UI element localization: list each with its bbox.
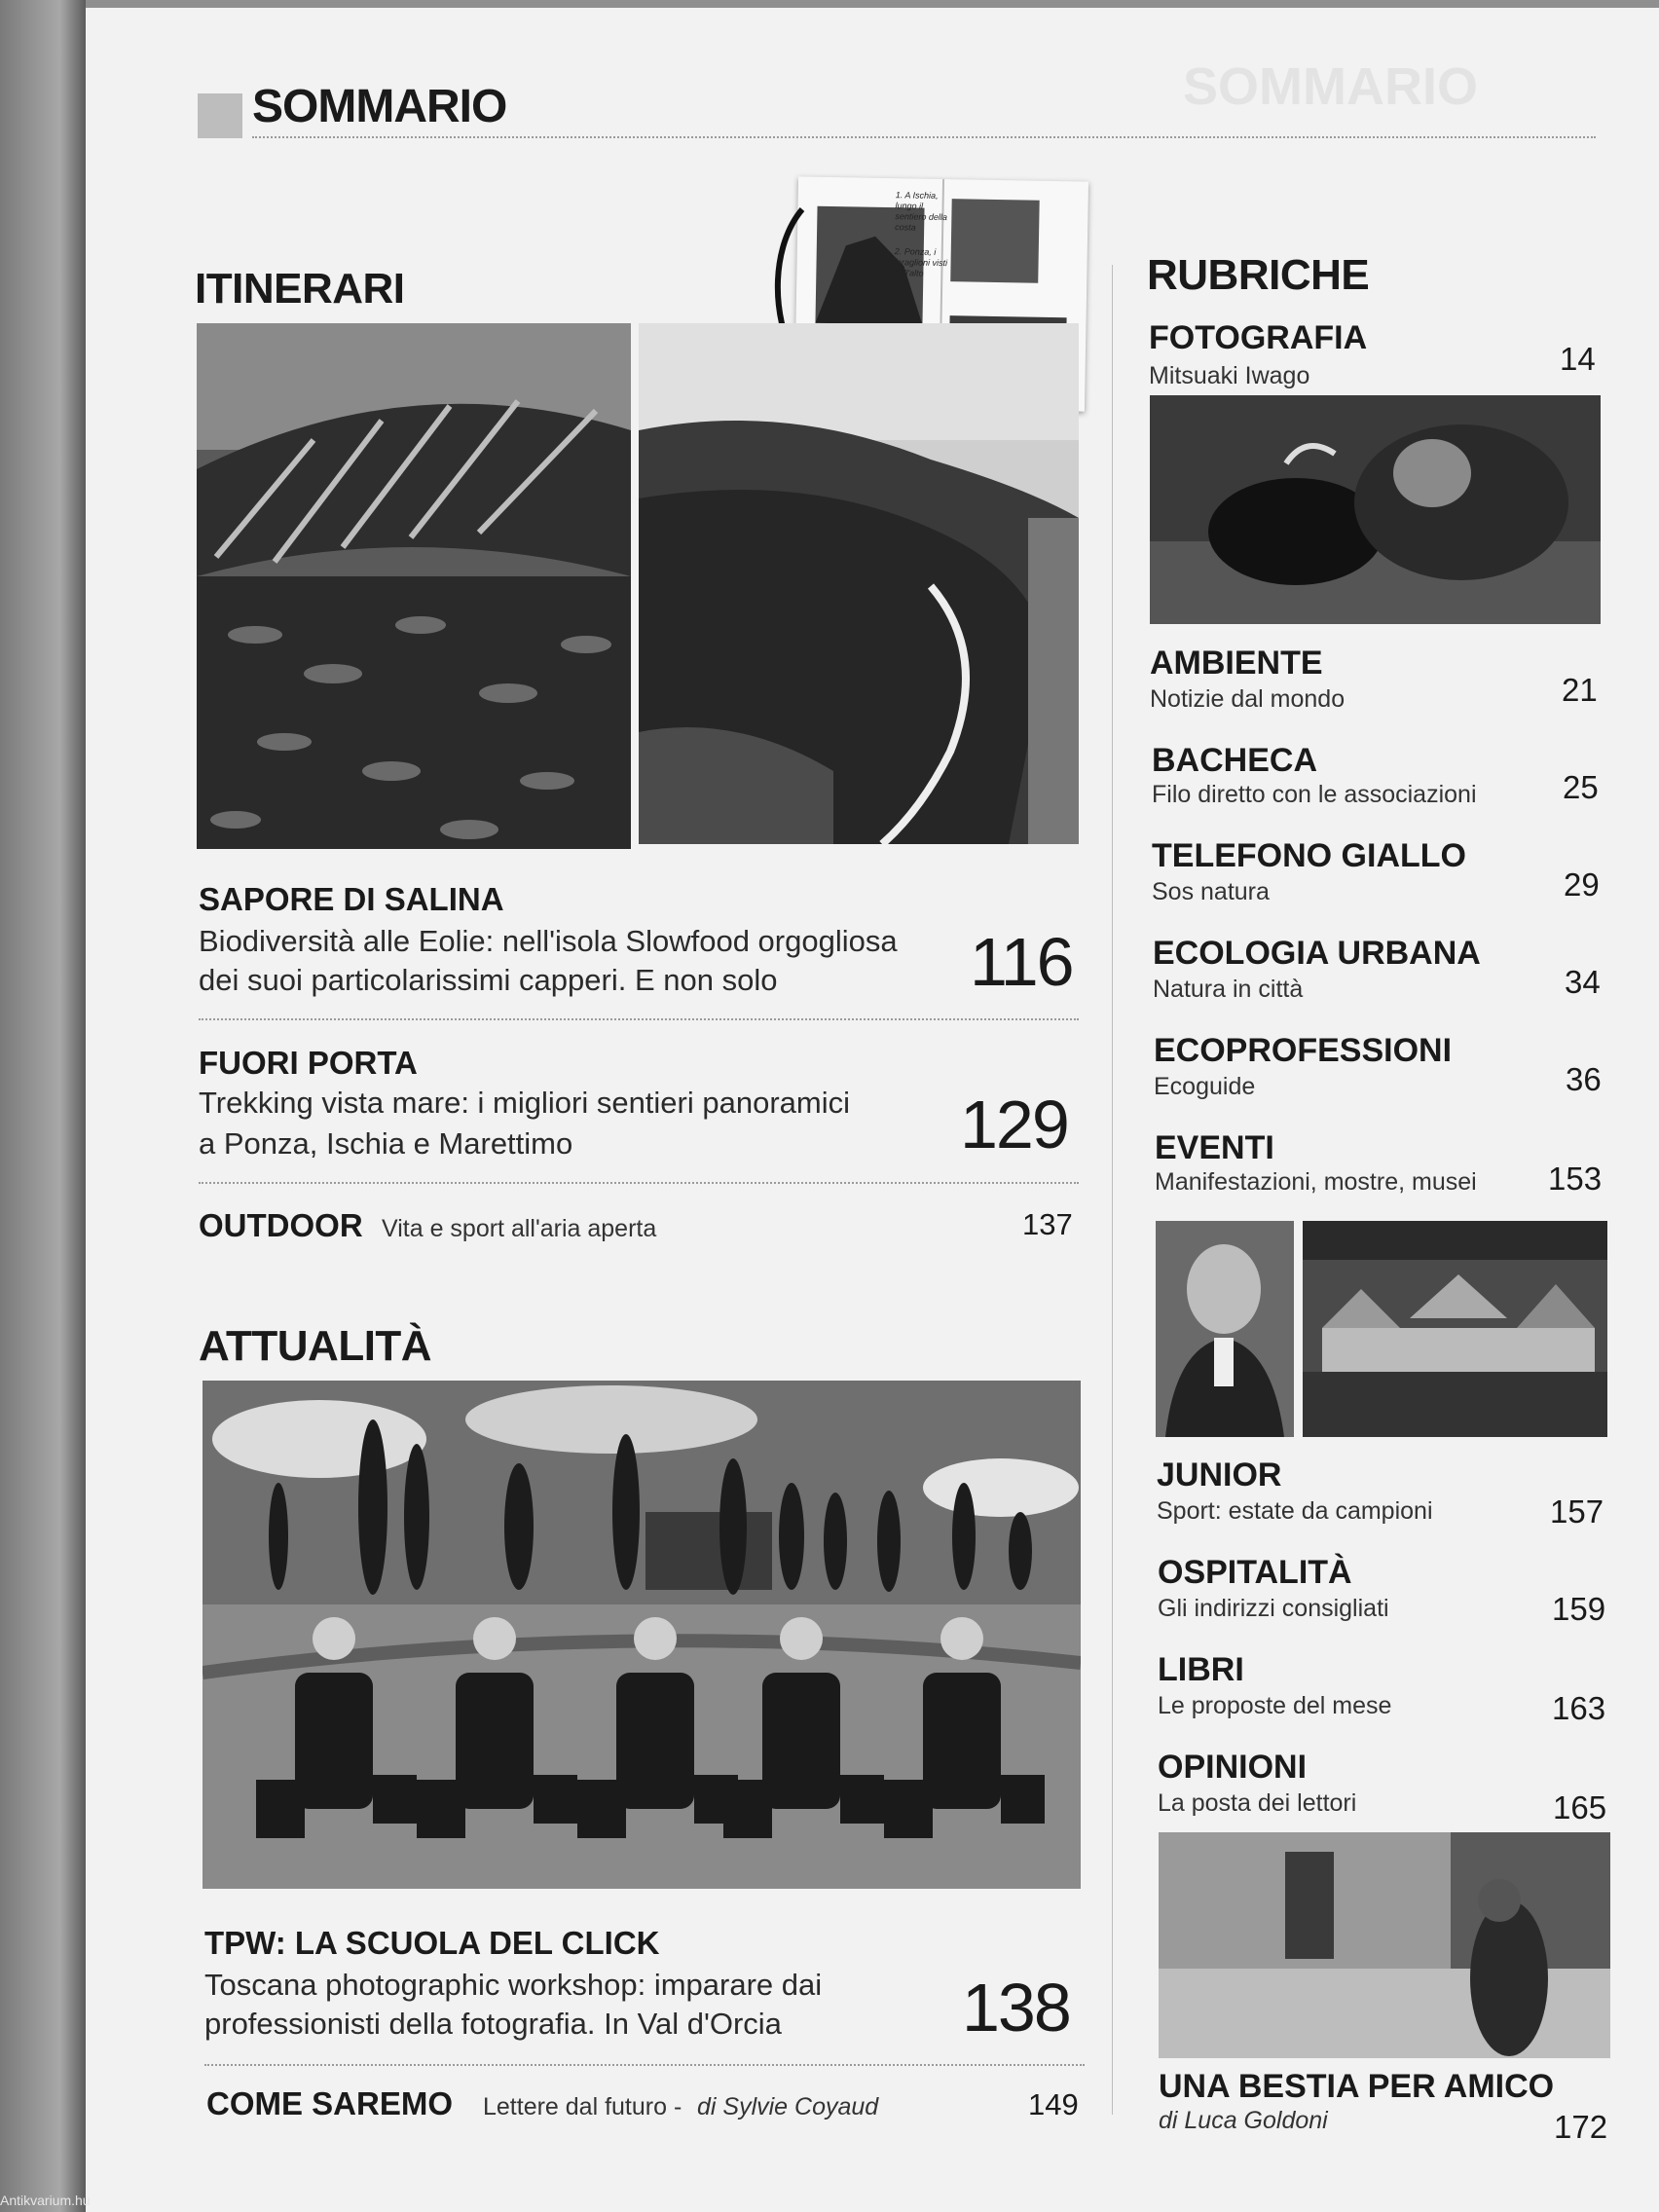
village-painting	[1303, 1221, 1607, 1437]
rubrica-page-telefono-giallo: 29	[1564, 866, 1600, 903]
tuscany-workshop-photo	[203, 1381, 1081, 1889]
header-square	[198, 93, 242, 138]
come-saremo-desc: Lettere dal futuro -	[483, 2093, 682, 2120]
rubrica-sub-libri: Le proposte del mese	[1158, 1692, 1392, 1719]
section-itinerari: ITINERARI	[195, 265, 405, 313]
rubrica-page-ospitalita: 159	[1552, 1591, 1606, 1627]
come-saremo-title: COME SAREMO	[206, 2085, 454, 2121]
header-rule	[252, 136, 1596, 138]
wildlife-photo	[1150, 395, 1601, 624]
rubrica-title-bestia: UNA BESTIA PER AMICO	[1159, 2068, 1555, 2105]
rubrica-sub-telefono-giallo: Sos natura	[1152, 878, 1270, 905]
rubrica-sub-bacheca: Filo diretto con le associazioni	[1152, 781, 1477, 808]
article-desc-fuori-porta-1: Trekking vista mare: i migliori sentieri panoramici	[199, 1086, 850, 1120]
article-page-tpw: 138	[962, 1970, 1070, 2046]
watermark: Antikvarium.hu	[0, 2193, 91, 2208]
rubrica-title-telefono-giallo: TELEFONO GIALLO	[1152, 837, 1466, 874]
capers-photo	[197, 323, 631, 849]
article-title-fuori-porta: FUORI PORTA	[199, 1045, 418, 1081]
street-photo	[1159, 1832, 1610, 2058]
rubrica-page-eventi: 153	[1548, 1161, 1603, 1197]
rubrica-sub-ecoprofessioni: Ecoguide	[1154, 1073, 1256, 1100]
outdoor-page: 137	[1022, 1207, 1073, 1241]
binding-edge	[0, 0, 86, 2212]
article-desc-fuori-porta-2: a Ponza, Ischia e Marettimo	[199, 1126, 573, 1161]
rubrica-sub-ecologia-urbana: Natura in città	[1153, 976, 1304, 1003]
article-desc-salina-1: Biodiversità alle Eolie: nell'isola Slowfood orgogliosa	[199, 924, 898, 958]
article-page-salina: 116	[970, 924, 1073, 1000]
rubrica-page-ecoprofessioni: 36	[1566, 1061, 1602, 1097]
article-desc-salina-2: dei suoi particolarissimi capperi. E non solo	[199, 963, 778, 997]
article-desc-tpw-2: professionisti della fotografia. In Val d'Orcia	[204, 2007, 782, 2041]
notebook-note-2: 1. A Ischia, lungo il sentiero della costa	[895, 190, 948, 233]
outdoor-title: OUTDOOR	[199, 1207, 363, 1243]
rubrica-title-bacheca: BACHECA	[1152, 742, 1317, 779]
rubrica-page-junior: 157	[1550, 1493, 1604, 1530]
article-page-fuori-porta: 129	[960, 1087, 1068, 1162]
divider	[204, 2064, 1085, 2066]
article-title-salina: SAPORE DI SALINA	[199, 881, 504, 917]
ghost-header: SOMMARIO	[1183, 57, 1478, 116]
divider	[199, 1018, 1079, 1020]
rubrica-sub-fotografia: Mitsuaki Iwago	[1149, 362, 1310, 389]
come-saremo-author: di Sylvie Coyaud	[697, 2093, 879, 2120]
rubrica-title-ambiente: AMBIENTE	[1150, 645, 1323, 682]
rubrica-title-ecologia-urbana: ECOLOGIA URBANA	[1153, 935, 1481, 972]
rubrica-page-opinioni: 165	[1553, 1789, 1607, 1825]
divider	[199, 1182, 1079, 1184]
outdoor-desc: Vita e sport all'aria aperta	[382, 1215, 657, 1242]
notebook-note-3: 2. Ponza, i faraglioni visti dall'alto	[894, 246, 948, 278]
rubrica-title-ecoprofessioni: ECOPROFESSIONI	[1154, 1032, 1453, 1069]
rubrica-sub-junior: Sport: estate da campioni	[1157, 1497, 1433, 1525]
rubrica-title-libri: LIBRI	[1158, 1651, 1244, 1688]
rubrica-title-ospitalita: OSPITALITÀ	[1158, 1554, 1352, 1591]
rubrica-sub-ospitalita: Gli indirizzi consigliati	[1158, 1595, 1389, 1622]
coastline-photo	[639, 323, 1079, 844]
page-title: SOMMARIO	[252, 81, 507, 132]
article-desc-tpw-1: Toscana photographic workshop: imparare dai	[204, 1968, 823, 2002]
section-attualita: ATTUALITÀ	[199, 1322, 432, 1370]
rubrica-title-opinioni: OPINIONI	[1158, 1749, 1308, 1786]
rubrica-sub-bestia: di Luca Goldoni	[1159, 2107, 1328, 2134]
rubrica-title-eventi: EVENTI	[1155, 1129, 1274, 1166]
rubrica-page-bestia: 172	[1554, 2109, 1608, 2145]
column-divider	[1112, 265, 1113, 2115]
rubrica-sub-ambiente: Notizie dal mondo	[1150, 685, 1346, 713]
rubrica-page-libri: 163	[1552, 1690, 1606, 1726]
portrait-painting	[1156, 1221, 1294, 1437]
rubrica-title-junior: JUNIOR	[1157, 1456, 1282, 1493]
rubrica-page-ambiente: 21	[1562, 672, 1598, 708]
rubrica-sub-eventi: Manifestazioni, mostre, musei	[1155, 1168, 1477, 1196]
come-saremo-page: 149	[1028, 2087, 1079, 2121]
article-title-tpw: TPW: LA SCUOLA DEL CLICK	[204, 1925, 660, 1961]
rubrica-sub-opinioni: La posta dei lettori	[1158, 1789, 1357, 1817]
section-rubriche: RUBRICHE	[1147, 251, 1370, 299]
rubrica-page-bacheca: 25	[1563, 769, 1599, 805]
rubrica-page-ecologia-urbana: 34	[1565, 964, 1601, 1000]
rubrica-page-fotografia: 14	[1560, 341, 1596, 377]
rubrica-title-fotografia: FOTOGRAFIA	[1149, 319, 1368, 356]
